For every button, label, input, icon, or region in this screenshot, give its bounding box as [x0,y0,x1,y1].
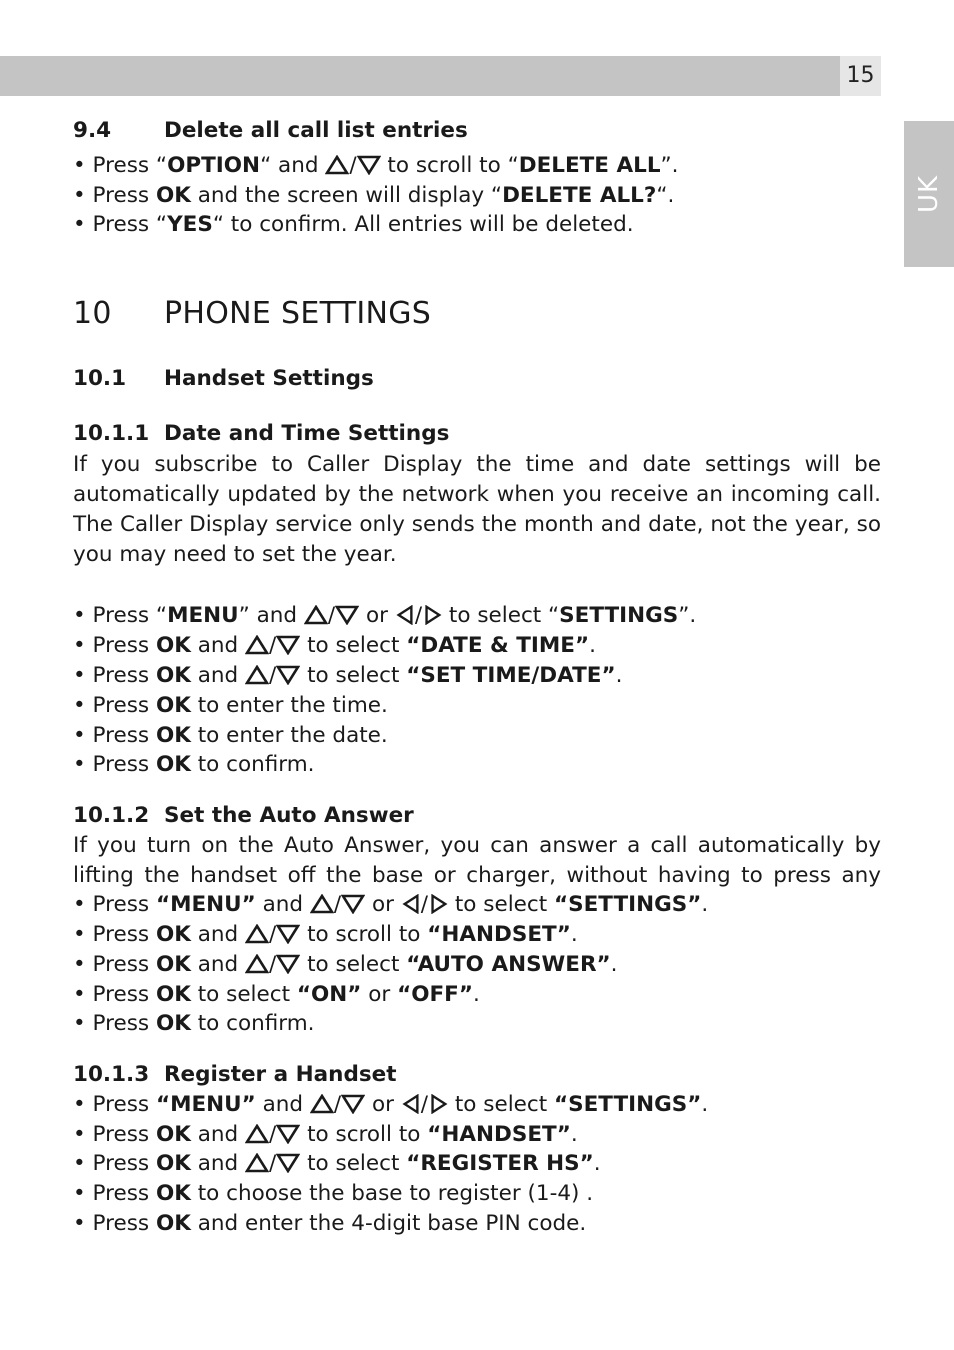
bullet-item: • Press OK and / to select “AUTO ANSWER”. [73,952,618,977]
paragraph-auto-answer: If you turn on the Auto Answer, you can answer a call automatically by lifting the handset off the base or charger, without having to press any [73,833,881,888]
bullet-item: • Press “MENU” and / or / to select “SETTINGS”. [73,603,697,628]
bullet-item: • Press “MENU” and / or / to select “SETTINGS”. [73,1092,709,1117]
bullet-item: • Press OK and / to select “REGISTER HS”. [73,1151,601,1176]
left-right-arrows [401,1092,448,1117]
section-heading-10-1: 10.1 Handset Settings [73,366,374,391]
down-arrow-icon [276,924,300,944]
up-down-arrows [325,153,380,178]
up-arrow-icon [245,1124,269,1144]
bullet-item: • Press “MENU” and / or / to select “SETTINGS”. [73,892,709,917]
section-heading-9-4: 9.4 Delete all call list entries [73,118,468,143]
chapter-heading-10: 10 PHONE SETTINGS [73,296,432,331]
arrow-separator: / [349,153,357,178]
left-arrow-icon [401,894,421,914]
arrow-separator: / [269,922,277,947]
left-right-arrows [395,603,442,628]
up-down-arrows [245,922,300,947]
up-down-arrows [310,1092,365,1117]
up-down-arrows [245,1151,300,1176]
up-arrow-icon [310,894,334,914]
bullet-item: • Press OK and the screen will display “DELETE ALL?“. [73,183,675,208]
down-arrow-icon [341,894,365,914]
arrow-separator: / [420,1092,429,1117]
bullet-item: • Press “OPTION“ and / to scroll to “DELETE ALL”. [73,153,679,178]
up-arrow-icon [325,155,349,175]
up-arrow-icon [310,1094,334,1114]
bullet-item: • Press OK to confirm. [73,752,315,777]
page-number: 15 [840,56,881,96]
arrow-separator: / [269,633,277,658]
bullet-item: • Press OK and / to select “SET TIME/DATE”. [73,663,623,688]
bullet-item: • Press OK and / to select “DATE & TIME”. [73,633,596,658]
up-arrow-icon [245,665,269,685]
arrow-separator: / [269,663,277,688]
up-down-arrows [245,1122,300,1147]
right-arrow-icon [428,894,448,914]
up-down-arrows [304,603,359,628]
bullet-item: • Press OK to enter the time. [73,693,388,718]
bullet-item: • Press OK to confirm. [73,1011,315,1036]
left-arrow-icon [401,1094,421,1114]
down-arrow-icon [276,635,300,655]
down-arrow-icon [357,155,381,175]
down-arrow-icon [276,665,300,685]
up-arrow-icon [245,954,269,974]
down-arrow-icon [276,1153,300,1173]
up-down-arrows [245,663,300,688]
down-arrow-icon [276,954,300,974]
section-heading-10-1-1: 10.1.1 Date and Time Settings [73,421,450,446]
bullet-item: • Press OK and / to scroll to “HANDSET”. [73,1122,578,1147]
up-arrow-icon [304,605,328,625]
up-down-arrows [245,633,300,658]
up-down-arrows [310,892,365,917]
bullet-item: • Press OK to select “ON” or “OFF”. [73,982,480,1007]
arrow-separator: / [269,952,277,977]
arrow-separator: / [420,892,429,917]
down-arrow-icon [341,1094,365,1114]
arrow-separator: / [414,603,423,628]
bullet-item: • Press “YES“ to confirm. All entries will be deleted. [73,212,634,237]
language-tab-label: UK [914,174,944,214]
left-right-arrows [401,892,448,917]
arrow-separator: / [269,1122,277,1147]
up-arrow-icon [245,1153,269,1173]
up-arrow-icon [245,924,269,944]
arrow-separator: / [269,1151,277,1176]
language-tab [904,121,954,267]
down-arrow-icon [335,605,359,625]
bullet-item: • Press OK and enter the 4-digit base PIN code. [73,1211,587,1236]
section-heading-10-1-3: 10.1.3 Register a Handset [73,1062,397,1087]
down-arrow-icon [276,1124,300,1144]
bullet-item: • Press OK and / to scroll to “HANDSET”. [73,922,578,947]
right-arrow-icon [428,1094,448,1114]
paragraph-date-time: If you subscribe to Caller Display the time and date settings will be automatically updated by the network when you receive an incoming call. The Caller Display service only sends the month and date, not the year, so you may need to set the year. [73,452,881,567]
section-heading-10-1-2: 10.1.2 Set the Auto Answer [73,803,414,828]
arrow-separator: / [333,892,342,917]
up-down-arrows [245,952,300,977]
header-bar [0,56,840,96]
right-arrow-icon [422,605,442,625]
arrow-separator: / [333,1092,342,1117]
bullet-item: • Press OK to enter the date. [73,723,388,748]
up-arrow-icon [245,635,269,655]
left-arrow-icon [395,605,415,625]
arrow-separator: / [327,603,336,628]
bullet-item: • Press OK to choose the base to register (1-4) . [73,1181,594,1206]
